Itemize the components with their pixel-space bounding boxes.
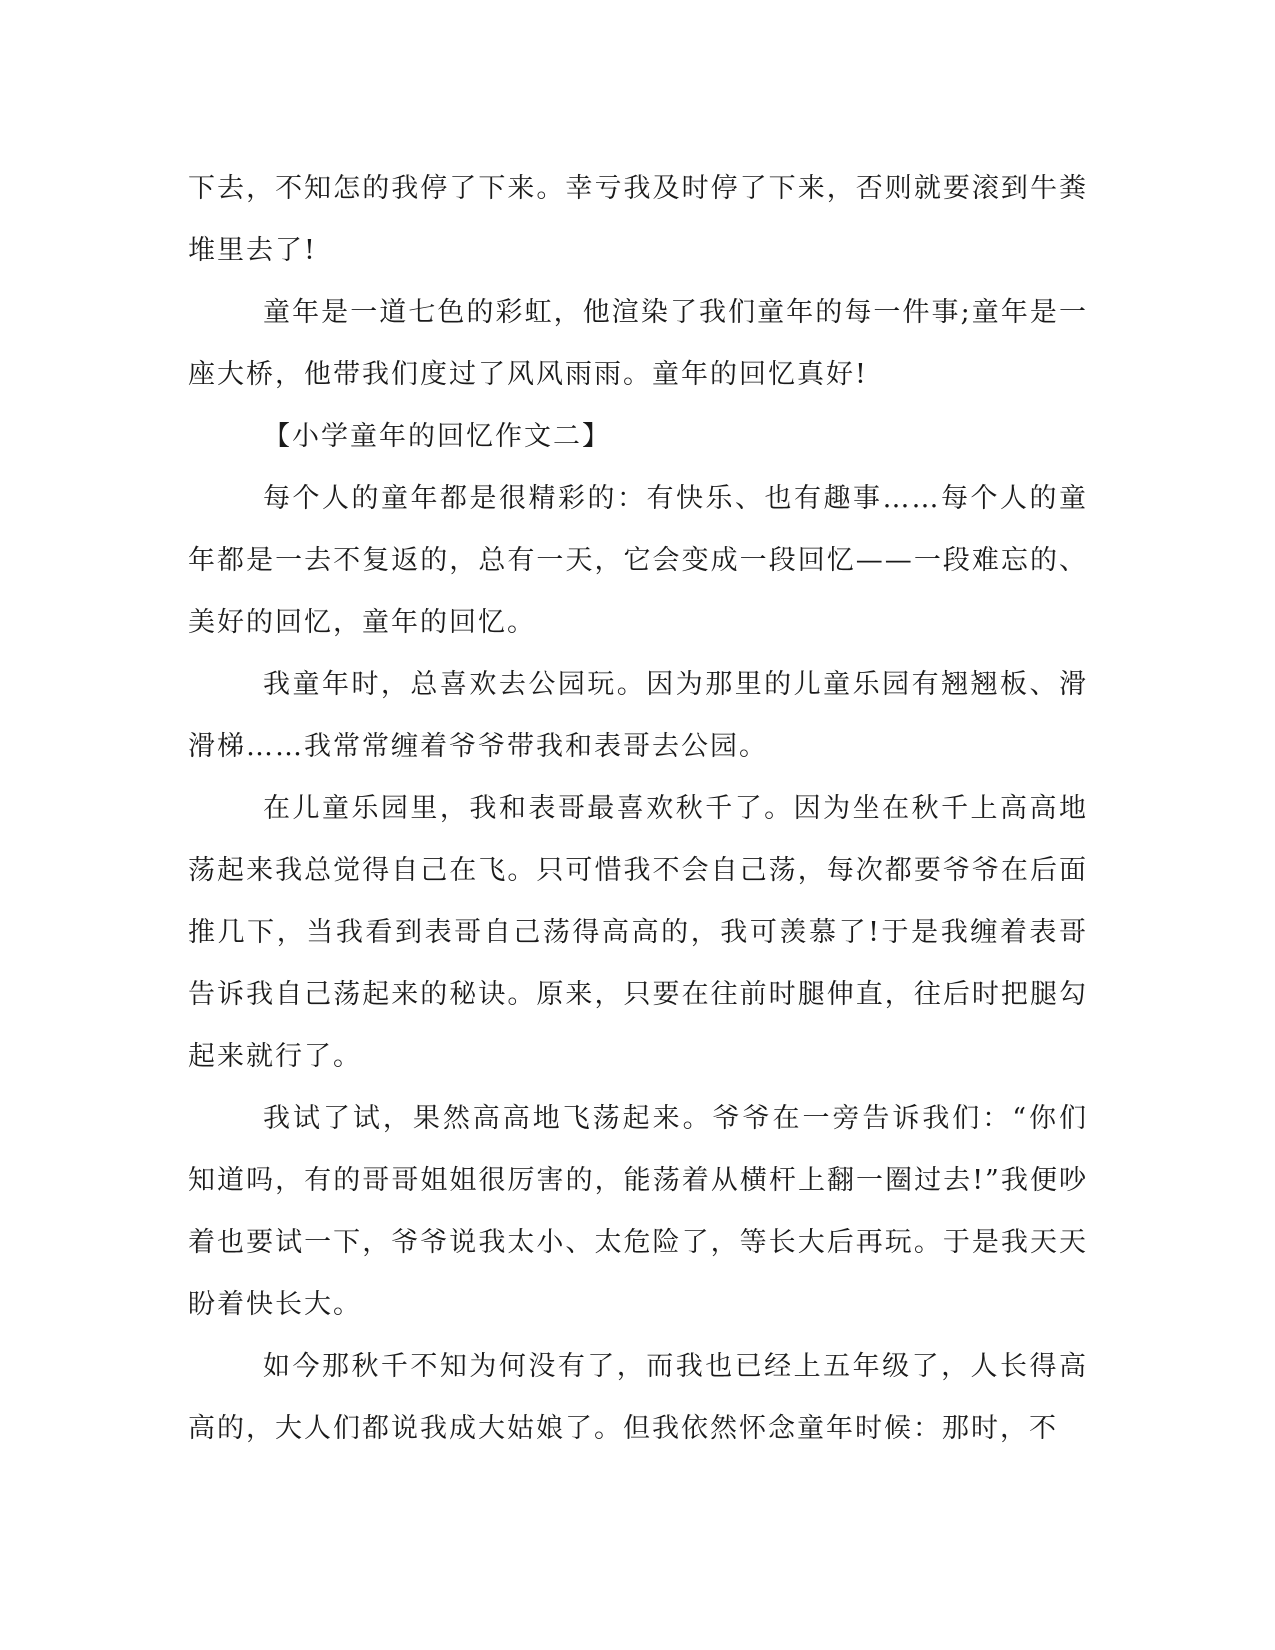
paragraph-now: 如今那秋千不知为何没有了，而我也已经上五年级了，人长得高高的，大人们都说我成大姑娘了。但我依然怀念童年时候：那时，不 bbox=[188, 1351, 1088, 1444]
essay-body bbox=[188, 158, 1088, 1460]
paragraph-try: 我试了试，果然高高地飞荡起来。爷爷在一旁告诉我们：“你们知道吗，有的哥哥姐姐很厉害的，能荡着从横杆上翻一圈过去!”我便吵着也要试一下，爷爷说我太小、太危险了，等长大后再玩。于是我天天盼着快长大。 bbox=[188, 1103, 1088, 1320]
paragraph-park: 我童年时，总喜欢去公园玩。因为那里的儿童乐园有翘翘板、滑滑梯……我常常缠着爷爷带我和表哥去公园。 bbox=[188, 669, 1088, 762]
paragraph-rainbow: 童年是一道七色的彩虹，他渲染了我们童年的每一件事;童年是一座大桥，他带我们度过了风风雨雨。童年的回忆真好! bbox=[188, 297, 1088, 390]
section-heading: 【小学童年的回忆作文二】 bbox=[263, 421, 611, 452]
paragraph-continuation: 下去，不知怎的我停了下来。幸亏我及时停了下来，否则就要滚到牛粪堆里去了! bbox=[188, 173, 1088, 266]
paragraph-intro: 每个人的童年都是很精彩的：有快乐、也有趣事……每个人的童年都是一去不复返的，总有一天，它会变成一段回忆——一段难忘的、美好的回忆，童年的回忆。 bbox=[188, 483, 1088, 638]
paragraph-swing: 在儿童乐园里，我和表哥最喜欢秋千了。因为坐在秋千上高高地荡起来我总觉得自己在飞。只可惜我不会自己荡，每次都要爷爷在后面推几下，当我看到表哥自己荡得高高的，我可羡慕了!于是我缠着表哥告诉我自己荡起来的秘诀。原来，只要在往前时腿伸直，往后时把腿勾起来就行了。 bbox=[188, 793, 1088, 1072]
